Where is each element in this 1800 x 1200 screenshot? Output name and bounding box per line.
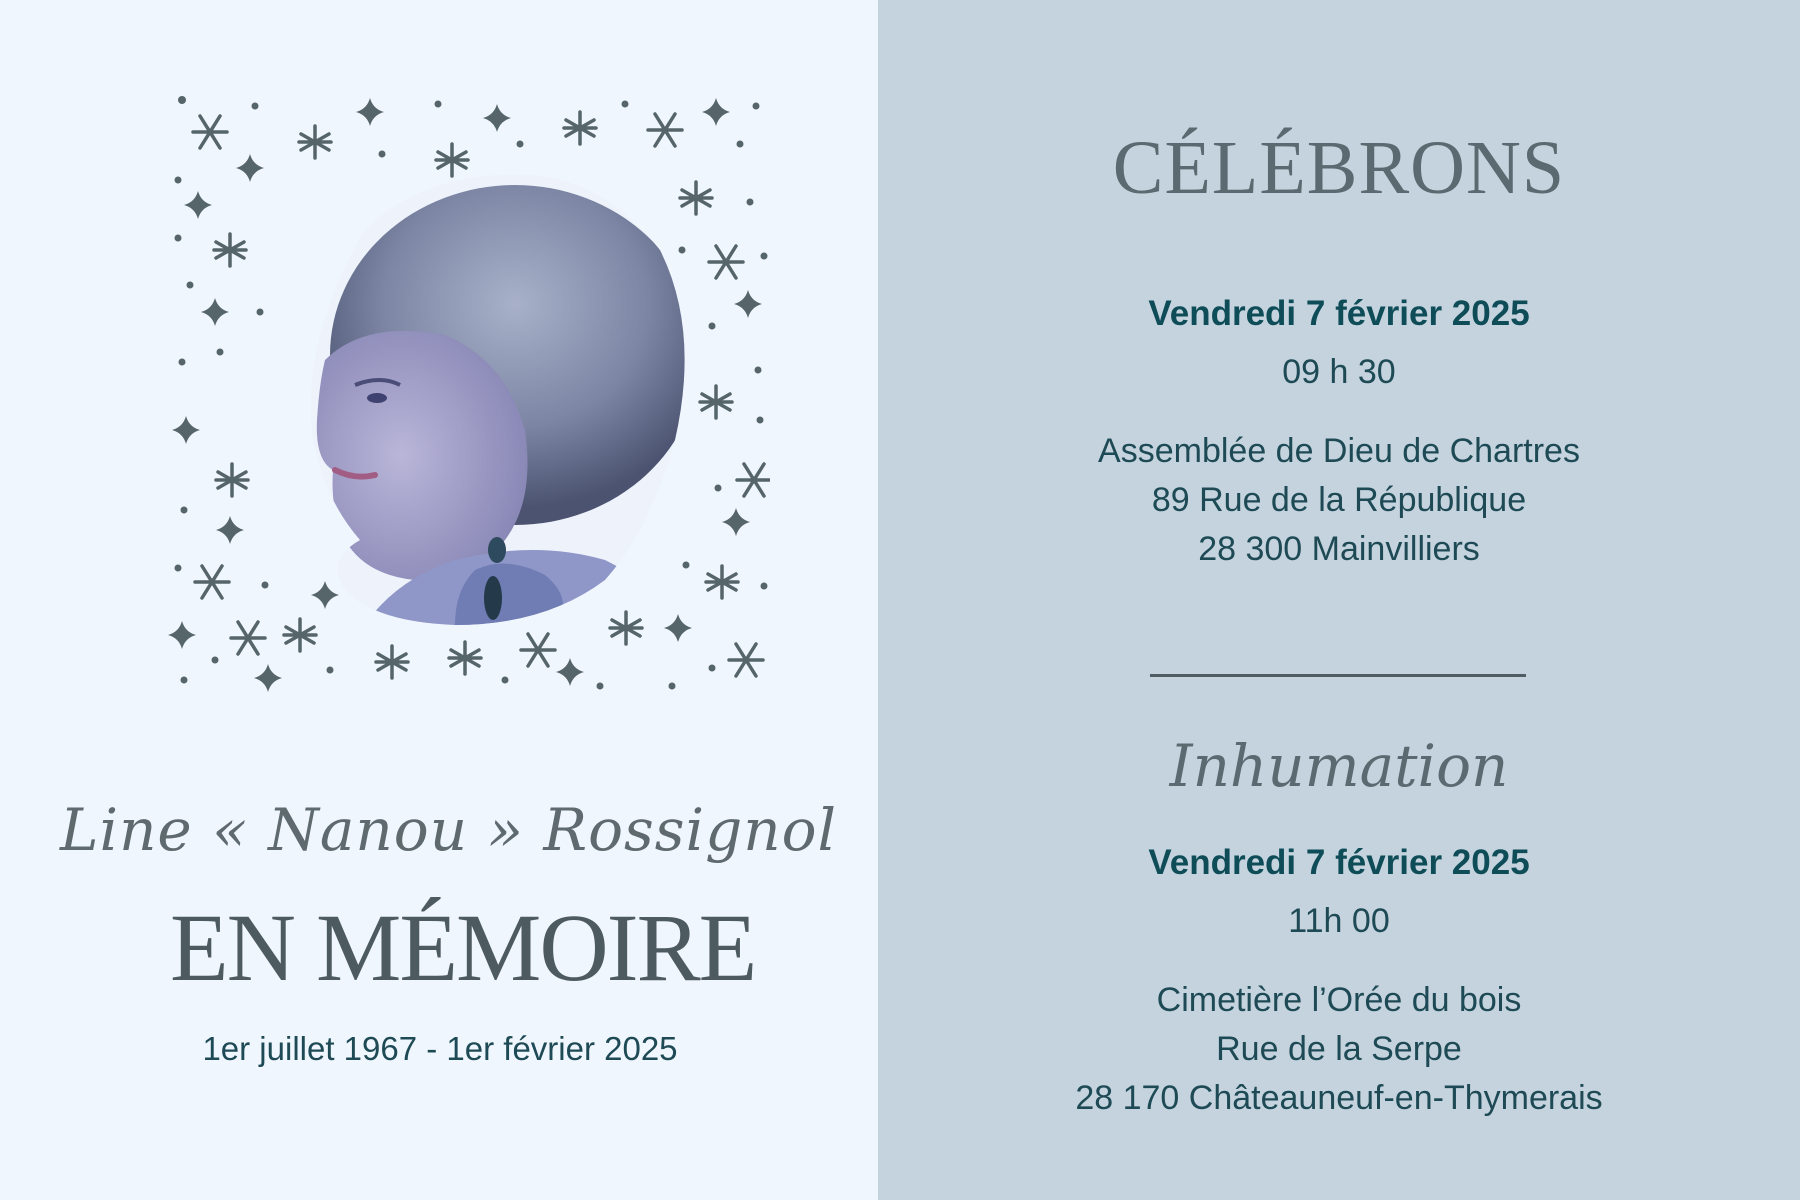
ceremony-address-line1: Assemblée de Dieu de Chartres — [1098, 432, 1580, 470]
burial-address-line1: Cimetière l’Orée du bois — [1156, 981, 1522, 1019]
burial-time: 11h 00 — [1288, 902, 1390, 940]
burial-date: Vendredi 7 février 2025 — [1148, 843, 1530, 882]
ceremony-time: 09 h 30 — [1282, 353, 1396, 391]
ceremony-heading: CÉLÉBRONS — [1112, 126, 1566, 210]
portrait-photo — [305, 170, 690, 625]
section-divider — [1150, 674, 1526, 677]
burial-address-line2: Rue de la Serpe — [1216, 1030, 1462, 1068]
ceremony-address-line3: 28 300 Mainvilliers — [1198, 530, 1480, 568]
ceremony-address-line2: 89 Rue de la République — [1151, 481, 1527, 519]
life-dates: 1er juillet 1967 - 1er février 2025 — [202, 1030, 678, 1067]
burial-address — [878, 976, 1800, 1123]
burial-address-line3: 28 170 Châteauneuf-en-Thymerais — [1075, 1079, 1603, 1117]
ceremony-date: Vendredi 7 février 2025 — [1148, 294, 1530, 333]
burial-heading: Inhumation — [1169, 732, 1509, 800]
deceased-name: Line « Nanou » Rossignol — [60, 796, 838, 864]
ceremony-address — [878, 427, 1800, 574]
memorial-heading: EN MÉMOIRE — [170, 894, 756, 1001]
